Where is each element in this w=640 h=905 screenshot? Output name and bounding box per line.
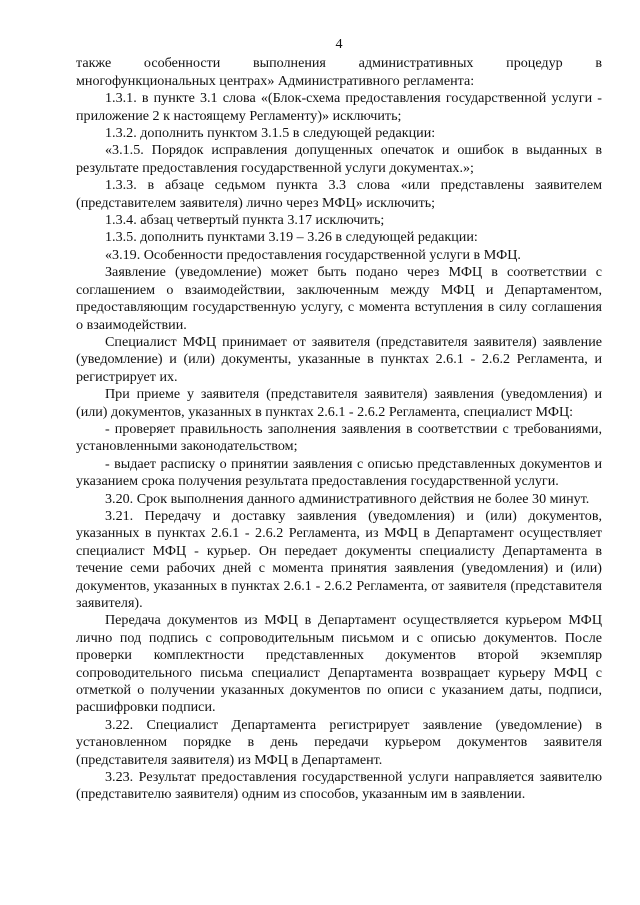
paragraph-3-21: 3.21. Передачу и доставку заявления (уведомления) и (или) документов, указанных в пунктах 2.6.1 - 2.6.2 Регламента, из МФЦ в Департамент осуществляет специалист МФЦ - курьер. Он передает документы специалисту Департамента в течение семи рабочих дней с момента принятия заявления (уведомления) и (или) документов, указанных в пунктах 2.6.1 - 2.6.2 Регламента, от заявителя (представителя заявителя). [76, 507, 602, 611]
paragraph-on-receipt: При приеме у заявителя (представителя заявителя) заявления (уведомления) и (или) документов, указанных в пунктах 2.6.1 - 2.6.2 Регламента, специалист МФЦ: [76, 386, 602, 420]
paragraph-mfc-specialist-accepts: Специалист МФЦ принимает от заявителя (представителя заявителя) заявление (уведомление) и (или) документы, указанные в пунктах 2.6.1 - 2.6.2 Регламента, и регистрирует их. [76, 333, 602, 385]
paragraph-3-1-5: «3.1.5. Порядок исправления допущенных опечаток и ошибок в выданных в результате предоставления государственной услуги документах.»; [76, 142, 602, 176]
list-item-issues-receipt: - выдает расписку о принятии заявления с описью представленных документов и указанием срока получения результата предоставления государственной услуги. [76, 455, 602, 490]
paragraph-continuation [76, 55, 602, 90]
paragraph-application-via-mfc: Заявление (уведомление) может быть подано через МФЦ в соответствии с соглашением о взаимодействии, заключенным между МФЦ и Департаментом, предоставляющим государственную услугу, с момента вступления в силу соглашения о взаимодействии. [76, 264, 602, 333]
paragraph-rest: многофункциональных центрах» Административного регламента: [76, 72, 475, 89]
paragraph-3-23: 3.23. Результат предоставления государственной услуги направляется заявителю (представителю заявителя) одним из способов, указанным им в заявлении. [76, 769, 602, 803]
paragraph-3-19: «3.19. Особенности предоставления государственной услуги в МФЦ. [105, 246, 521, 263]
paragraph-3-22: 3.22. Специалист Департамента регистрирует заявление (уведомление) в установленном порядке в день передачи курьером документов заявителя (представителя заявителя) из МФЦ в Департамент. [76, 716, 602, 768]
paragraph-3-20: 3.20. Срок выполнения данного административного действия не более 30 минут. [105, 490, 590, 507]
page-number: 4 [335, 36, 343, 52]
paragraph-1-3-1: 1.3.1. в пункте 3.1 слова «(Блок-схема предоставления государственной услуги - приложение 2 к настоящему Регламенту)» исключить; [76, 90, 602, 124]
paragraph-1-3-4: 1.3.4. абзац четвертый пункта 3.17 исключить; [105, 212, 385, 229]
paragraph-1-3-3: 1.3.3. в абзаце седьмом пункта 3.3 слова «или представлены заявителем (представителем заявителя) лично через МФЦ» исключить; [76, 177, 602, 211]
paragraph-1-3-2: 1.3.2. дополнить пунктом 3.1.5 в следующей редакции: [105, 125, 436, 142]
paragraph-1-3-5: 1.3.5. дополнить пунктами 3.19 – 3.26 в следующей редакции: [105, 229, 478, 246]
paragraph-first-line: также особенности выполнения административных процедур в [76, 55, 602, 72]
list-item-checks-correctness: - проверяет правильность заполнения заявления в соответствии с требованиями, установленными законодательством; [76, 420, 602, 455]
paragraph-document-transfer: Передача документов из МФЦ в Департамент осуществляется курьером МФЦ лично под подпись с сопроводительным письмом и с описью документов. После проверки комплектности представленных документов второй экземпляр сопроводительного письма специалист Департамента возвращает курьеру МФЦ с отметкой о получении указанных документов по описи с указанием даты, подписи, расшифровки подписи. [76, 612, 602, 716]
